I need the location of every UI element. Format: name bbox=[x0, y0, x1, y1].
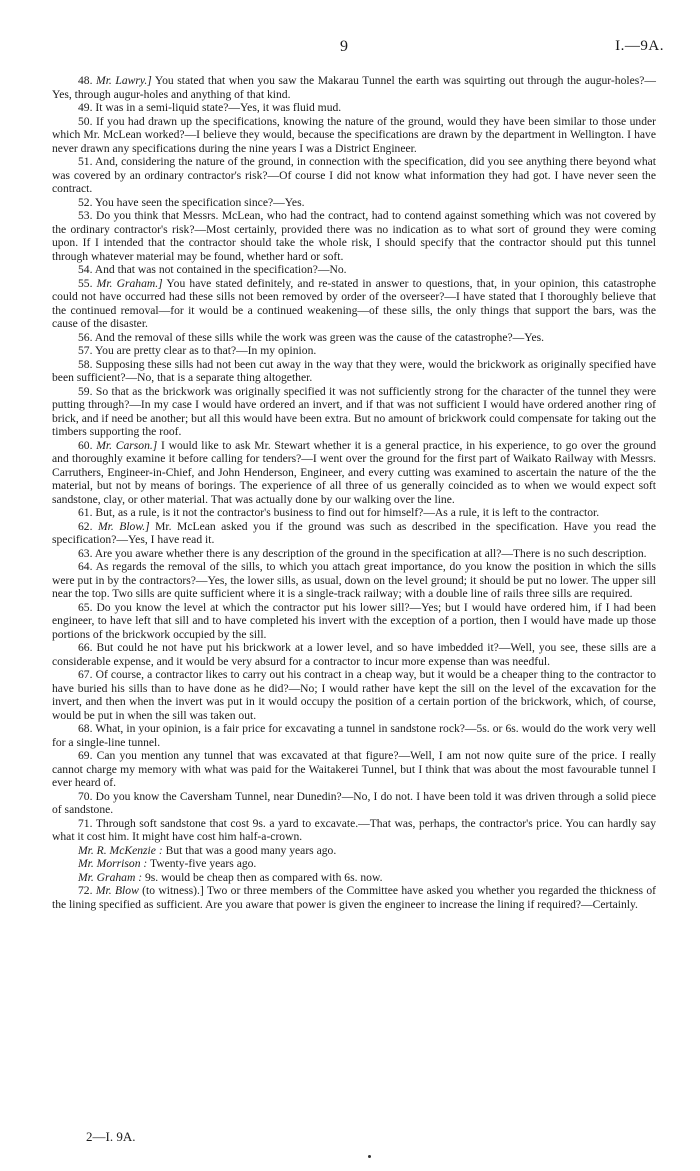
paragraph-text: What, in your opinion, is a fair price for excavating a tunnel in sandstone rock?—5s. or 6s. would do the work very well for a single-line tunnel. bbox=[52, 722, 656, 749]
question-paragraph bbox=[52, 115, 656, 156]
paragraph-text: But could he not have put his brickwork at a lower level, and so have imbedded it?—Well, you see, these sills are a considerable expense, and it would be very absurd for a contractor to incur more expense than was needful. bbox=[52, 641, 657, 668]
paragraph-text: Supposing these sills had not been cut away in the way that they were, would the brickwork as originally specified have been sufficient?—No, that is a separate thing altogether. bbox=[52, 357, 656, 384]
paragraph-text: Are you aware whether there is any description of the ground in the specification at all?—There is no such description. bbox=[94, 546, 647, 560]
speaker-name: Mr. Graham : bbox=[78, 870, 143, 884]
question-paragraph bbox=[52, 560, 656, 601]
paragraph-text: Do you think that Messrs. McLean, who had the contract, had to contend against something which was not covered by the ordinary contractor's risk?—Most certainly, provided there was no indication as to what sort of ground they were coming upon. If I intended that the contractor should take the whole risk, I should specify that the contractor should put this tunnel through whatever material may be found, whether hard or soft. bbox=[52, 209, 657, 263]
question-paragraph bbox=[52, 817, 656, 844]
paragraph-text: If you had drawn up the specifications, knowing the nature of the ground, would they have been similar to those under which Mr. McLean worked?—I believe they would, because the specifications are drawn by the department in Wellington. I have never drawn any specifications during the nine years I was a District Engineer. bbox=[52, 114, 656, 155]
question-number: 51. bbox=[78, 155, 96, 168]
question-paragraph bbox=[52, 101, 656, 115]
question-number: 50. bbox=[78, 114, 96, 128]
question-paragraph bbox=[52, 263, 656, 277]
speaker-name: Mr. Morrison : bbox=[78, 857, 148, 870]
question-paragraph bbox=[52, 641, 656, 668]
question-number: 53. bbox=[78, 209, 96, 222]
question-paragraph bbox=[52, 277, 656, 331]
question-number: 61. bbox=[78, 506, 96, 519]
document-reference: I.—9A. bbox=[615, 38, 664, 54]
question-paragraph bbox=[52, 722, 656, 749]
question-number: 68. bbox=[78, 722, 96, 735]
paragraph-text: You stated that when you saw the Makarau Tunnel the earth was squirting out through the augur-holes?—Yes, through augur-holes and anything of that kind. bbox=[52, 74, 656, 101]
question-paragraph bbox=[52, 358, 656, 385]
question-paragraph bbox=[52, 209, 656, 263]
speaker-name: Mr. Graham.] bbox=[96, 276, 163, 290]
paragraph-text: It was in a semi-liquid state?—Yes, it was fluid mud. bbox=[95, 101, 342, 114]
paragraph-text: And the removal of these sills while the work was green was the cause of the catastrophe?—Yes. bbox=[94, 330, 545, 344]
paragraph-text: (to witness).] Two or three members of the Committee have asked you whether you regarded the thickness of the lining specified as sufficient. Are you aware that power is given the engineer to increase the lining if required?—Certainly. bbox=[52, 884, 657, 911]
question-number: 62. bbox=[78, 519, 98, 533]
paragraph-text: So that as the brickwork was originally specified it was not sufficiently strong for the character of the tunnel they were putting through?—In my case I would have ordered an invert, and if that was not sufficient I would have ordered another ring of brick, and if need be another; but all this would have been extra. But no amount of brickwork could compensate for taking out the timbers supporting the roof. bbox=[52, 384, 657, 438]
printer-dot bbox=[368, 1155, 371, 1158]
paragraph-text: You have seen the specification since?—Yes. bbox=[94, 195, 305, 209]
question-paragraph bbox=[52, 844, 656, 858]
paragraph-text: Twenty-five years ago. bbox=[147, 857, 257, 870]
paragraph-text: I would like to ask Mr. Stewart whether it is a general practice, in his experience, to go over the ground and thoroughly examine it before calling for tenders?—I went over the ground for the first part of Waikato Railway with Messrs. Carruthers, Engineer-in-Chief, and John Henderson, Engineer, and every cutting was examined to ascertain the nature of the the material, but not by means of borings. The experience of all three of us generally coincided as to when we would expect soft sandstone, clay, or other material. That was actually done by our walking over the line. bbox=[52, 438, 657, 506]
paragraph-text: Do you know the Caversham Tunnel, near Dunedin?—No, I do not. I have been told it was driven through a solid piece of sandstone. bbox=[52, 789, 656, 816]
speaker-name: Mr. Lawry.] bbox=[96, 74, 152, 87]
paragraph-text: You are pretty clear as to that?—In my opinion. bbox=[94, 344, 317, 357]
question-number: 57. bbox=[78, 344, 95, 357]
question-number: 72. bbox=[78, 884, 96, 897]
question-number: 55. bbox=[78, 276, 97, 290]
question-number: 67. bbox=[78, 668, 96, 681]
speaker-name: Mr. Blow.] bbox=[97, 519, 150, 533]
question-paragraph bbox=[52, 884, 656, 911]
question-number: 66. bbox=[78, 641, 97, 654]
paragraph-text: Can you mention any tunnel that was excavated at that figure?—Well, I am not now quite sure of the price. I really cannot charge my memory with what was paid for the Waitakerei Tunnel, but I think that was about the most favourable tunnel I ever heard of. bbox=[52, 749, 656, 789]
paragraph-text: Mr. McLean asked you if the ground was such as described in the specification. Have you read the specification?—Yes, I have read it. bbox=[52, 519, 656, 546]
question-paragraph bbox=[52, 196, 656, 210]
question-number: 60. bbox=[78, 438, 97, 452]
question-number: 64. bbox=[78, 560, 96, 573]
question-number: 49. bbox=[78, 101, 96, 114]
speaker-name: Mr. Blow bbox=[95, 884, 139, 897]
paragraph-text: But, as a rule, is it not the contractor's business to find out for himself?—As a rule, it is left to the contractor. bbox=[95, 506, 600, 519]
question-paragraph bbox=[52, 547, 656, 561]
question-paragraph bbox=[52, 344, 656, 358]
question-number: 71. bbox=[78, 816, 96, 830]
question-paragraph bbox=[52, 439, 656, 507]
question-paragraph bbox=[52, 668, 656, 722]
speaker-name: Mr. R. McKenzie : bbox=[78, 843, 163, 857]
question-number: 48. bbox=[78, 74, 97, 87]
testimony-body bbox=[52, 74, 656, 911]
question-number: 69. bbox=[78, 749, 97, 762]
question-paragraph bbox=[52, 749, 656, 790]
question-number: 54. bbox=[78, 263, 95, 276]
question-paragraph bbox=[52, 155, 656, 196]
speaker-name: Mr. Carson.] bbox=[96, 438, 158, 452]
page-number: 9 bbox=[340, 38, 348, 55]
paragraph-text: Through soft sandstone that cost 9s. a yard to excavate.—That was, perhaps, the contractor's price. You can hardly say what it cost him. It might have cost him half-a-crown. bbox=[52, 816, 656, 843]
paragraph-text: And that was not contained in the specification?—No. bbox=[94, 263, 347, 276]
question-paragraph bbox=[52, 331, 656, 345]
question-paragraph bbox=[52, 871, 656, 885]
paragraph-text: But that was a good many years ago. bbox=[162, 843, 337, 857]
question-number: 52. bbox=[78, 195, 95, 209]
paragraph-text: Do you know the level at which the contractor put his lower sill?—Yes; but I would have ordered him, if I had been engineer, to have left that sill and to have completed his invert with the exception of a portion, then I would have made up those portions of the brickwork occupied by the sill. bbox=[52, 600, 657, 641]
question-number: 59. bbox=[78, 384, 96, 398]
paragraph-text: You have stated definitely, and re-stated in answer to questions, that, in your opinion, this catastrophe could not have occurred had these sills not been removed by order of the overseer?—I have stated that I thoroughly believe that the continued removal—for it would be a continued weakening—of these sills, the only things that support the bars, was the cause of the disaster. bbox=[52, 276, 656, 330]
paragraph-text: And, considering the nature of the ground, in connection with the specification, did you see anything there beyond what was covered by an ordinary contractor's risk?—Of course I did not know what information they had got. I have never seen the contract. bbox=[52, 155, 656, 195]
paragraph-text: 9s. would be cheap then as compared with 6s. now. bbox=[142, 870, 383, 884]
question-number: 65. bbox=[78, 600, 97, 614]
question-number: 58. bbox=[78, 357, 96, 371]
paragraph-text: Of course, a contractor likes to carry out his contract in a cheap way, but it would be a cheaper thing to the contractor to have buried his sills than to have done as he did?—No; I would rather have kept the sill on the level of the excavation for the invert, and then when the invert was put in it would occupy the position of a certain portion of the brickwork, which, of course, would be put in when the sill was taken out. bbox=[52, 668, 656, 722]
question-paragraph bbox=[52, 385, 656, 439]
question-paragraph bbox=[52, 520, 656, 547]
question-number: 70. bbox=[78, 789, 96, 803]
question-paragraph bbox=[52, 857, 656, 871]
question-paragraph bbox=[52, 790, 656, 817]
question-number: 63. bbox=[78, 546, 95, 560]
question-paragraph bbox=[52, 74, 656, 101]
question-number: 56. bbox=[78, 330, 95, 344]
signature-mark: 2—I. 9A. bbox=[86, 1129, 136, 1144]
question-paragraph bbox=[52, 601, 656, 642]
page-header bbox=[0, 38, 700, 58]
question-paragraph bbox=[52, 506, 656, 520]
paragraph-text: As regards the removal of the sills, to which you attach great importance, do you know the position in which the sills were put in by the contractors?—Yes, the lower sills, as usual, down on the level ground; it should be put no lower. The upper sill near the top. Two sills are quite sufficient where it is a single-track railway; with a double line of rails three sills are required. bbox=[52, 560, 656, 600]
